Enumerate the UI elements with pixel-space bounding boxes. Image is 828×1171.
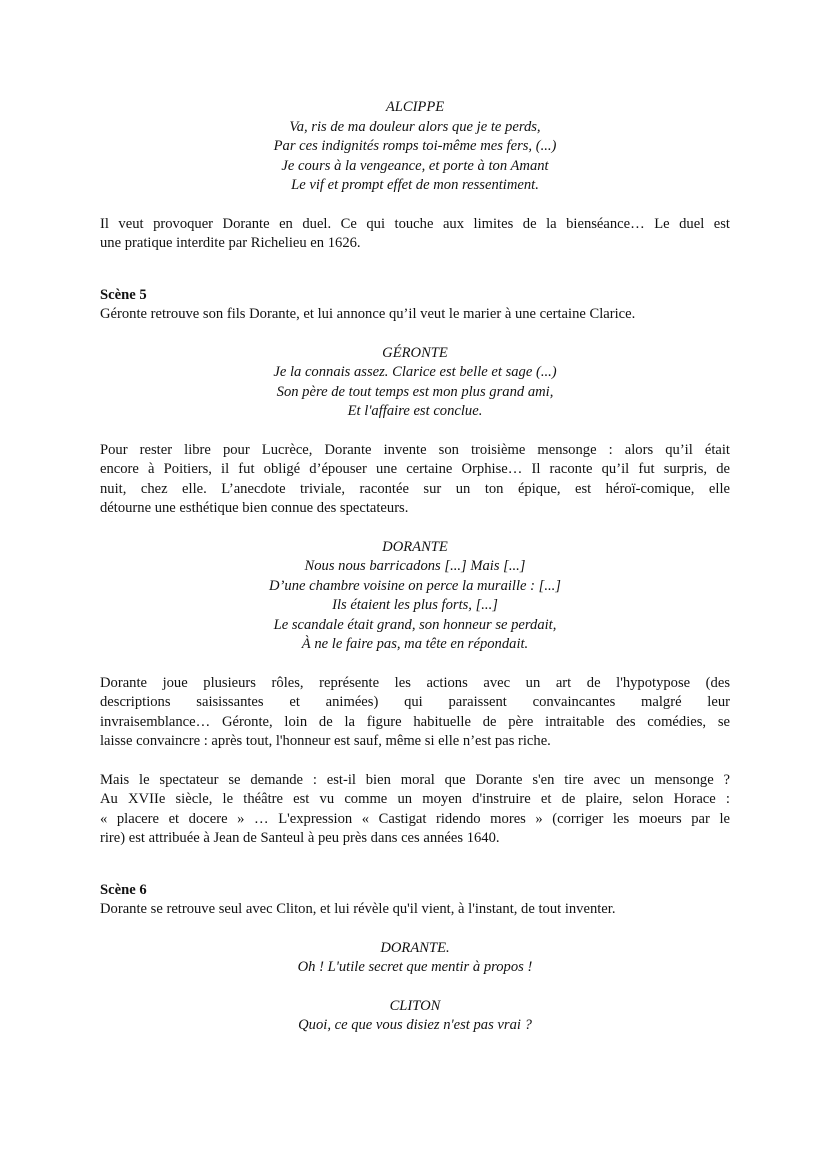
speaker-name: CLITON [389, 997, 441, 1014]
speaker-name: DORANTE [382, 538, 448, 555]
verse-line: Oh ! L'utile secret que mentir à propos ! [297, 959, 533, 975]
verse-line: Le vif et prompt effet de mon ressentiment. [291, 177, 539, 193]
scene-heading: Scène 6 [100, 881, 147, 898]
paragraph-line: rire) est attribuée à Jean de Santeul à peu près dans ces années 1640. [100, 830, 500, 846]
paragraph-line: Dorante joue plusieurs rôles, représente les actions avec un art de l'hypotypose (des [100, 674, 730, 691]
verse-line: À ne le faire pas, ma tête en répondait. [301, 636, 529, 652]
paragraph-hypotypose [100, 674, 730, 752]
verse-line: Par ces indignités romps toi-même mes fers, (...) [273, 138, 557, 154]
paragraph-line: descriptions saisissantes et animées) qui paraissent convaincantes malgré leur [100, 694, 730, 710]
verse-line: Je cours à la vengeance, et porte à ton Amant [281, 157, 549, 174]
verse-line: Son père de tout temps est mon plus grand ami, [276, 383, 554, 400]
paragraph-line: détourne une esthétique bien connue des spectateurs. [100, 500, 409, 516]
verse-block-alcippe [100, 98, 730, 196]
scene-heading: Scène 5 [100, 286, 147, 303]
scene-intro: Dorante se retrouve seul avec Cliton, et lui révèle qu'il vient, à l'instant, de tout inventer. [100, 901, 616, 917]
paragraph-morale [100, 771, 730, 849]
scene-intro: Géronte retrouve son fils Dorante, et lui annonce qu’il veut le marier à une certaine Clarice. [100, 306, 636, 322]
paragraph-line: Au XVIIe siècle, le théâtre est vu comme un moyen d'instruire et de plaire, selon Horace : [100, 791, 730, 807]
speaker-name: DORANTE. [380, 939, 450, 956]
paragraph-mensonge [100, 441, 730, 519]
verse-block-geronte [100, 344, 730, 422]
paragraph-line: Pour rester libre pour Lucrèce, Dorante invente son troisième mensonge : alors qu’il était [100, 441, 730, 458]
paragraph-line: encore à Poitiers, il fut obligé d’épouser une certaine Orphise… Il raconte qu’il fut surpris, de [100, 461, 730, 477]
verse-line: Quoi, ce que vous disiez n'est pas vrai ? [298, 1017, 532, 1033]
page-content [100, 98, 730, 1036]
verse-line: Et l'affaire est conclue. [347, 403, 483, 419]
paragraph-line: nuit, chez elle. L’anecdote triviale, racontée sur un ton épique, est héroï-comique, elle [100, 480, 730, 497]
verse-line: Nous nous barricadons [...] Mais [...] [304, 558, 526, 574]
verse-line: D’une chambre voisine on perce la muraille : [...] [269, 577, 561, 594]
paragraph-line: une pratique interdite par Richelieu en 1626. [100, 235, 361, 251]
verse-block-dorante-2 [100, 939, 730, 978]
paragraph-duel [100, 215, 730, 254]
paragraph-line: « placere et docere » … L'expression « Castigat ridendo mores » (corriger les moeurs par le [100, 810, 730, 827]
verse-line: Le scandale était grand, son honneur se perdait, [273, 616, 557, 633]
paragraph-line: Mais le spectateur se demande : est-il bien moral que Dorante s'en tire avec un mensonge ? [100, 771, 730, 788]
paragraph-line: invraisemblance… Géronte, loin de la figure habituelle de père intraitable des comédies, se [100, 713, 730, 730]
verse-line: Va, ris de ma douleur alors que je te perds, [289, 118, 541, 135]
speaker-name: ALCIPPE [385, 99, 445, 115]
verse-line: Ils étaient les plus forts, [...] [332, 597, 498, 613]
paragraph-line: laisse convaincre : après tout, l'honneur est sauf, même si elle n’est pas riche. [100, 733, 551, 749]
verse-line: Je la connais assez. Clarice est belle et sage (...) [273, 364, 557, 380]
verse-block-cliton [100, 997, 730, 1036]
paragraph-line: Il veut provoquer Dorante en duel. Ce qui touche aux limites de la bienséance… Le duel est [100, 215, 730, 232]
verse-block-dorante [100, 538, 730, 655]
speaker-name: GÉRONTE [382, 344, 448, 361]
